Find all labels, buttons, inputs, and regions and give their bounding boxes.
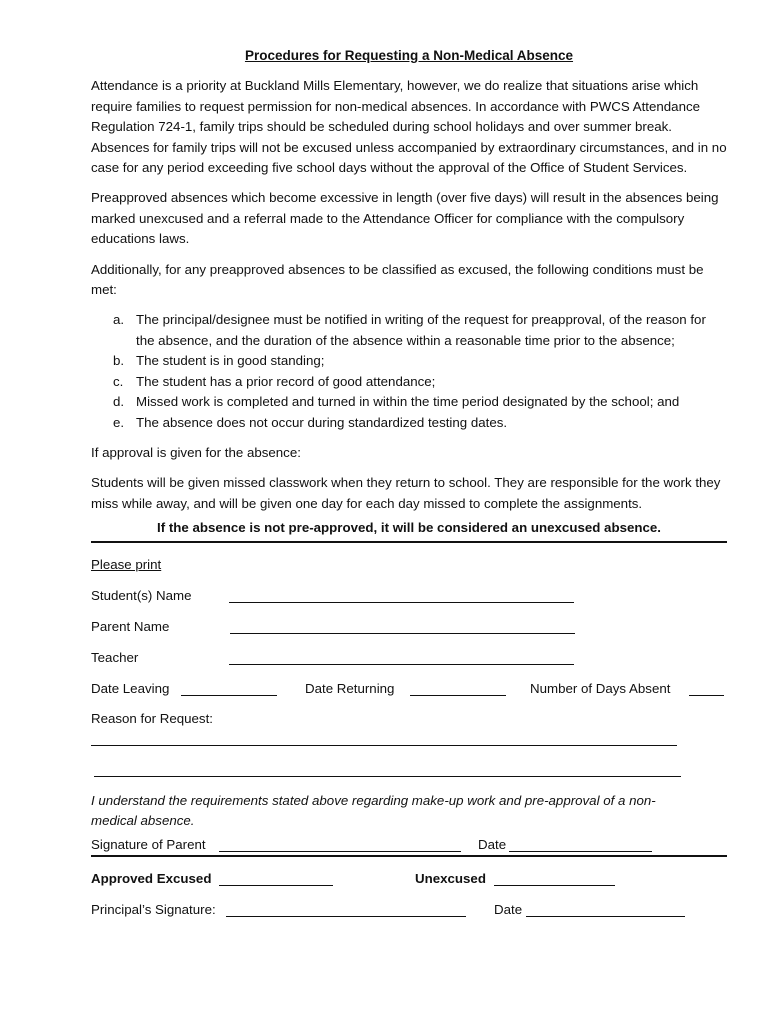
condition-item [91,392,727,412]
condition-marker: d. [113,394,125,410]
request-form [91,543,727,943]
please-print-label: Please print [91,556,162,572]
reason-label: Reason for Request: [91,710,213,726]
days-absent-field[interactable] [689,695,724,696]
conditions-list [91,310,727,432]
condition-marker: c. [113,373,124,389]
parent-signature-field[interactable] [219,851,461,852]
reason-field-line-2[interactable] [94,776,681,777]
excessive-absence-paragraph: Preapproved absences which become excessive in length (over five days) will result in the absences being marked unexcused and a referral made to the Attendance Officer for compliance with the compulsory educations laws. [91,190,719,247]
date-returning-field[interactable] [410,695,506,696]
condition-item [91,372,727,392]
principal-date-field[interactable] [526,916,685,917]
student-name-field[interactable] [229,602,574,603]
parent-name-field[interactable] [230,633,575,634]
condition-marker: a. [113,312,125,328]
approval-given-paragraph: If approval is given for the absence: [91,444,301,460]
conditions-intro-paragraph: Additionally, for any preapproved absences to be classified as excused, the following conditions must be met: [91,261,704,298]
parent-date-field[interactable] [509,851,652,852]
intro-paragraph: Attendance is a priority at Buckland Mills Elementary, however, we do realize that situations arise which require families to request permission for non-medical absences. In accordance with PWCS Attendance Regulation 724-1, family trips should be scheduled during school holidays and over summer break. Absences for family trips will not be excused unless accompanied by extraordinary circumstances, and in no case for any period exceeding five school days without the approval of the Office of Student Services. [91,78,727,176]
teacher-field[interactable] [229,664,574,665]
parent-name-label: Parent Name [91,618,170,634]
parent-signature-label: Signature of Parent [91,836,206,852]
principal-date-label: Date [494,901,523,917]
unexcused-label: Unexcused [415,870,486,886]
acknowledgement-text: I understand the requirements stated above regarding make-up work and pre-approval of a non-medical absence. [91,792,656,828]
condition-text: The principal/designee must be notified in writing of the request for preapproval, of the reason for the absence, and the duration of the absence within a reasonable time prior to the absence; [136,312,706,348]
document-title: Procedures for Requesting a Non-Medical Absence [244,48,574,63]
approved-excused-label: Approved Excused [91,870,212,886]
date-returning-label: Date Returning [305,680,395,696]
date-leaving-field[interactable] [181,695,277,696]
condition-text: The absence does not occur during standardized testing dates. [136,414,508,430]
condition-item [91,351,727,371]
missed-work-paragraph: Students will be given missed classwork when they return to school. They are responsible for the work they miss while away, and will be given one day for each day missed to complete the assignments. [91,475,721,511]
unexcused-field[interactable] [494,885,615,886]
document-page [91,46,727,943]
parent-date-label: Date [478,836,507,852]
principal-signature-field[interactable] [226,916,466,917]
condition-text: Missed work is completed and turned in within the time period designated by the school; and [136,394,680,410]
approved-excused-field[interactable] [219,885,333,886]
condition-text: The student is in good standing; [136,353,325,369]
reason-field-line-1[interactable] [91,745,677,746]
principal-signature-label: Principal’s Signature: [91,901,216,917]
condition-marker: b. [113,353,125,369]
teacher-label: Teacher [91,649,139,665]
condition-marker: e. [113,414,125,430]
condition-text: The student has a prior record of good attendance; [136,373,436,389]
days-absent-label: Number of Days Absent [530,680,671,696]
student-name-label: Student(s) Name [91,587,192,603]
date-leaving-label: Date Leaving [91,680,170,696]
condition-item [91,310,727,351]
condition-item [91,413,727,433]
unexcused-warning: If the absence is not pre-approved, it will be considered an unexcused absence. [157,520,661,536]
office-use-divider [91,855,727,857]
